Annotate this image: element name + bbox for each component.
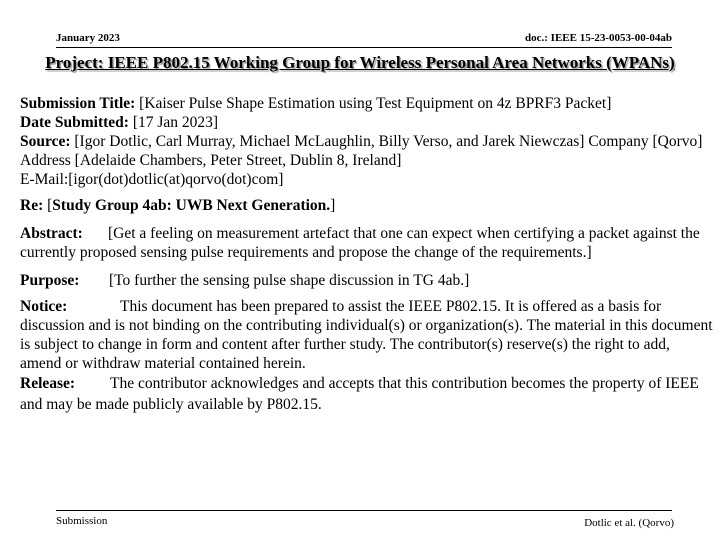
project-title: Project: IEEE P802.15 Working Group for Wireless Personal Area Networks (WPANs) xyxy=(45,53,675,72)
header-divider xyxy=(56,47,672,48)
footer-submission: Submission xyxy=(56,515,108,527)
source-line xyxy=(20,132,714,151)
source-address: Address [Adelaide Chambers, Peter Street, Dublin 8, Ireland] xyxy=(20,152,402,169)
footer-author: Dotlic et al. (Qorvo) xyxy=(584,517,674,529)
re-close-bracket: ] xyxy=(330,197,336,214)
submission-title-line xyxy=(20,94,714,113)
notice-value: This document has been prepared to assist the IEEE P802.15. It is offered as a basis for discussion and is not binding on the contributing individual(s) or organization(s). The material in this document is subject to change in form and content after further study. The contributor(s) reserve(s) the right to add, amend or withdraw material contained herein. xyxy=(20,298,713,372)
date-submitted-label: Date Submitted: xyxy=(20,114,129,131)
re-line xyxy=(20,196,714,215)
document-body xyxy=(20,94,714,415)
re-value: Study Group 4ab: UWB Next Generation. xyxy=(52,197,331,214)
notice-label: Notice: xyxy=(20,298,68,315)
header-doc-id: doc.: IEEE 15-23-0053-00-04ab xyxy=(525,32,672,44)
release-label: Release: xyxy=(20,375,76,392)
purpose-label: Purpose: xyxy=(20,272,80,289)
source-label: Source: xyxy=(20,133,71,150)
submission-title-value: [Kaiser Pulse Shape Estimation using Test Equipment on 4z BPRF3 Packet] xyxy=(139,95,612,112)
abstract-value: [Get a feeling on measurement artefact that one can expect when certifying a packet against the currently proposed sensing pulse requirements and propose the change of the requirements.] xyxy=(20,225,700,261)
footer-divider xyxy=(56,510,672,511)
abstract-label: Abstract: xyxy=(20,225,83,242)
release-value: The contributor acknowledges and accepts that this contribution becomes the property of IEEE and may be made publicly available by P802.15. xyxy=(20,375,699,413)
source-email: E-Mail:[igor(dot)dotlic(at)qorvo(dot)com] xyxy=(20,171,284,188)
re-open-bracket: [ xyxy=(47,197,53,214)
release-line xyxy=(20,373,714,415)
submission-title-label: Submission Title: xyxy=(20,95,136,112)
re-label: Re: xyxy=(20,197,44,214)
abstract-line xyxy=(20,224,714,262)
date-submitted-line xyxy=(20,113,714,132)
purpose-value: [To further the sensing pulse shape discussion in TG 4ab.] xyxy=(109,272,470,289)
date-submitted-value: [17 Jan 2023] xyxy=(132,114,219,131)
purpose-line xyxy=(20,271,714,290)
notice-line xyxy=(20,297,714,373)
source-value: [Igor Dotlic, Carl Murray, Michael McLaughlin, Billy Verso, and Jarek Niewczas] Company [Qorvo] xyxy=(74,133,703,150)
header-date: January 2023 xyxy=(56,32,120,44)
